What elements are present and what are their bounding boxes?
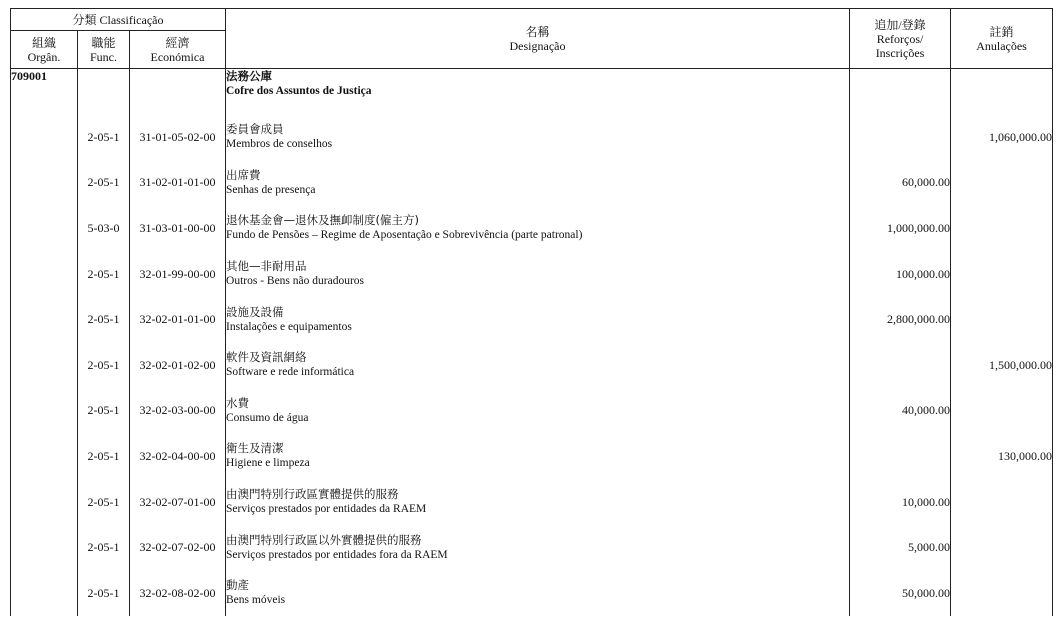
econ-code: 31-02-01-01-00 (130, 160, 226, 206)
organ-designation (226, 69, 850, 115)
econ-code: 32-02-01-01-00 (130, 297, 226, 343)
func-code: 2-05-1 (78, 251, 130, 297)
organ-cell (11, 434, 78, 480)
annulments-amount (951, 479, 1053, 525)
econ-header-zh: 經濟 (165, 35, 190, 50)
designation-zh: 委員會成員 (226, 122, 284, 137)
func-header (78, 31, 130, 69)
organ-name-zh: 法務公庫 (226, 69, 273, 83)
organ-annulments-empty (951, 69, 1053, 115)
table-header (11, 9, 1053, 69)
reinforcements-amount: 60,000.00 (850, 160, 951, 206)
organ-name-pt: Cofre dos Assuntos de Justiça (226, 85, 372, 97)
designation-header-zh: 名稱 (525, 24, 550, 39)
annulments-header-zh: 註銷 (989, 24, 1014, 39)
table-row (11, 388, 1053, 434)
func-code: 2-05-1 (78, 388, 130, 434)
organ-cell (11, 115, 78, 161)
func-code: 2-05-1 (78, 434, 130, 480)
designation-zh: 其他—非耐用品 (226, 259, 307, 274)
reinforcements-amount: 10,000.00 (850, 479, 951, 525)
reinforcements-amount (850, 115, 951, 161)
reinforcements-amount: 5,000.00 (850, 525, 951, 571)
econ-code: 31-03-01-00-00 (130, 206, 226, 252)
econ-code: 32-02-07-02-00 (130, 525, 226, 571)
reinforcements-header-zh: 追加/登錄 (874, 17, 926, 32)
econ-code: 32-02-04-00-00 (130, 434, 226, 480)
table-row (11, 115, 1053, 161)
designation-zh: 動產 (226, 578, 250, 593)
func-code: 2-05-1 (78, 297, 130, 343)
reinforcements-amount: 50,000.00 (850, 570, 951, 616)
annulments-header (951, 9, 1053, 69)
designation-cell (226, 115, 850, 161)
designation-cell (226, 206, 850, 252)
reinforcements-amount: 40,000.00 (850, 388, 951, 434)
func-code: 2-05-1 (78, 160, 130, 206)
designation-zh: 軟件及資訊網絡 (226, 350, 307, 365)
annulments-amount: 130,000.00 (951, 434, 1053, 480)
table-row (11, 342, 1053, 388)
designation-zh: 由澳門特別行政區實體提供的服務 (226, 487, 399, 502)
annulments-amount: 1,500,000.00 (951, 342, 1053, 388)
func-code: 2-05-1 (78, 525, 130, 571)
designation-pt: Bens móveis (226, 594, 286, 607)
reinforcements-amount: 1,000,000.00 (850, 206, 951, 252)
reinforcements-amount: 2,800,000.00 (850, 297, 951, 343)
designation-cell (226, 342, 850, 388)
organ-header-pt: Orgân. (27, 49, 61, 64)
designation-pt: Serviços prestados por entidades fora da RAEM (226, 548, 448, 561)
organ-cell (11, 388, 78, 434)
reinforcements-amount (850, 342, 951, 388)
organ-cell (11, 251, 78, 297)
designation-zh: 設施及設備 (226, 304, 284, 319)
func-code: 2-05-1 (78, 479, 130, 525)
econ-header-pt: Económica (150, 49, 205, 64)
econ-header (130, 31, 226, 69)
designation-pt: Serviços prestados por entidades da RAEM (226, 503, 427, 516)
func-code: 2-05-1 (78, 115, 130, 161)
econ-code: 31-01-05-02-00 (130, 115, 226, 161)
organ-cell (11, 570, 78, 616)
econ-code: 32-02-01-02-00 (130, 342, 226, 388)
annulments-amount (951, 160, 1053, 206)
table-row (11, 434, 1053, 480)
func-code: 2-05-1 (78, 570, 130, 616)
table-row (11, 525, 1053, 571)
designation-header-pt: Designação (509, 38, 566, 53)
designation-pt: Instalações e equipamentos (226, 320, 352, 333)
organ-row (11, 69, 1053, 115)
designation-zh: 水費 (226, 395, 250, 410)
designation-zh: 由澳門特別行政區以外實體提供的服務 (226, 532, 422, 547)
econ-code: 32-02-08-02-00 (130, 570, 226, 616)
table-row (11, 479, 1053, 525)
organ-reinforcements-empty (850, 69, 951, 115)
table-row (11, 570, 1053, 616)
reinforcements-header-pt1: Reforços/ (876, 31, 924, 46)
designation-zh: 衛生及清潔 (226, 441, 284, 456)
designation-zh: 退休基金會—退休及撫卹制度(僱主方) (226, 213, 419, 228)
organ-func-empty (78, 69, 130, 115)
annulments-amount (951, 388, 1053, 434)
table-body (11, 69, 1053, 617)
organ-code: 709001 (11, 69, 78, 115)
econ-code: 32-02-03-00-00 (130, 388, 226, 434)
designation-cell (226, 251, 850, 297)
annulments-header-pt: Anulações (976, 38, 1027, 53)
table-row (11, 251, 1053, 297)
designation-cell (226, 434, 850, 480)
organ-cell (11, 479, 78, 525)
table-row (11, 297, 1053, 343)
organ-econ-empty (130, 69, 226, 115)
annulments-amount (951, 570, 1053, 616)
annulments-amount (951, 525, 1053, 571)
organ-cell (11, 206, 78, 252)
designation-cell (226, 479, 850, 525)
designation-pt: Higiene e limpeza (226, 457, 310, 470)
designation-pt: Outros - Bens não duradouros (226, 275, 364, 288)
reinforcements-header (850, 9, 951, 69)
annulments-amount (951, 297, 1053, 343)
reinforcements-header-pt2: Inscrições (875, 45, 925, 60)
annulments-amount: 1,060,000.00 (951, 115, 1053, 161)
designation-zh: 出席費 (226, 167, 261, 182)
organ-cell (11, 297, 78, 343)
annulments-amount (951, 251, 1053, 297)
organ-header (11, 31, 78, 69)
designation-cell (226, 570, 850, 616)
econ-code: 32-02-07-01-00 (130, 479, 226, 525)
organ-cell (11, 342, 78, 388)
func-code: 5-03-0 (78, 206, 130, 252)
table-row (11, 206, 1053, 252)
func-header-zh: 職能 (91, 35, 116, 50)
designation-pt: Membros de conselhos (226, 138, 333, 151)
organ-cell (11, 525, 78, 571)
designation-pt: Consumo de água (226, 411, 309, 424)
reinforcements-amount: 100,000.00 (850, 251, 951, 297)
designation-cell (226, 160, 850, 206)
designation-cell (226, 297, 850, 343)
designation-cell (226, 388, 850, 434)
organ-header-zh: 組織 (31, 35, 56, 50)
designation-pt: Senhas de presença (226, 183, 316, 196)
table-row (11, 160, 1053, 206)
designation-header (226, 9, 850, 69)
budget-sheet (10, 8, 1052, 634)
designation-cell (226, 525, 850, 571)
designation-pt: Software e rede informática (226, 366, 355, 379)
annulments-amount (951, 206, 1053, 252)
func-header-pt: Func. (90, 49, 117, 64)
reinforcements-amount (850, 434, 951, 480)
econ-code: 32-01-99-00-00 (130, 251, 226, 297)
func-code: 2-05-1 (78, 342, 130, 388)
classification-header: 分類 Classificação (11, 9, 226, 31)
organ-cell (11, 160, 78, 206)
designation-pt: Fundo de Pensões – Regime de Aposentação e Sobrevivência (parte patronal) (226, 229, 583, 242)
budget-table (10, 8, 1053, 616)
